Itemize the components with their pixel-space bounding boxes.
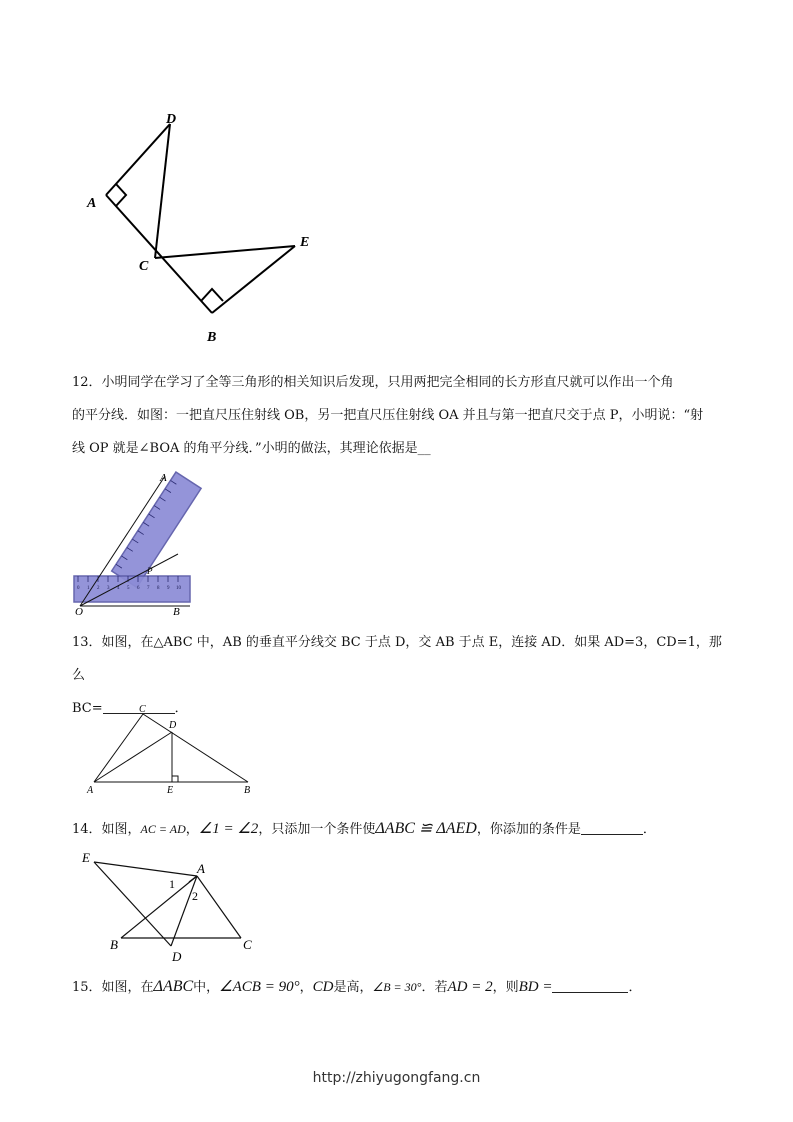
condition-ac-ad: AC = AD bbox=[140, 822, 186, 836]
label-P: P bbox=[147, 566, 153, 576]
question-15-end: ． bbox=[628, 980, 642, 995]
angle-label-2: 2 bbox=[192, 889, 198, 903]
ruler-number: 8 bbox=[157, 586, 160, 591]
text: 中， bbox=[193, 980, 220, 995]
question-14-mid: ，只添加一个条件使 bbox=[258, 822, 376, 837]
figure-q14 bbox=[78, 848, 268, 966]
label-C: C bbox=[139, 704, 146, 715]
label-E: E bbox=[167, 785, 174, 796]
label-C: C bbox=[243, 937, 252, 952]
label-B: B bbox=[110, 937, 118, 952]
footer-url[interactable]: http://zhiyugongfang.cn bbox=[312, 1070, 481, 1086]
triangle-abc: ΔABC bbox=[153, 978, 194, 995]
label-B: B bbox=[244, 785, 251, 796]
question-12 bbox=[72, 366, 724, 465]
label-C: C bbox=[139, 259, 149, 274]
label-E: E bbox=[82, 850, 90, 865]
text: ，则 bbox=[492, 980, 519, 995]
angle-acb: ∠ACB = 90° bbox=[219, 979, 300, 995]
ruler-number: 6 bbox=[137, 586, 140, 591]
question-15-prefix: 15．如图，在 bbox=[72, 980, 154, 995]
question-13-line-1: 13．如图，在△ABC 中，AB 的垂直平分线交 BC 于点 D，交 AB 于点 E，连接 AD．如果 AD=3，CD=1，那么 bbox=[72, 635, 722, 683]
question-12-line-1: 12．小明同学在学习了全等三角形的相关知识后发现，只用两把完全相同的长方形直尺就可以作出一个角 bbox=[72, 375, 674, 390]
angle-b: ∠B = 30° bbox=[372, 980, 422, 994]
ruler-number: 9 bbox=[167, 586, 170, 591]
label-D: D bbox=[166, 112, 177, 127]
question-15-line bbox=[72, 970, 724, 1004]
question-14-prefix: 14．如图， bbox=[72, 822, 141, 837]
question-14 bbox=[72, 812, 724, 846]
congruence-statement: ΔABC ≌ ΔAED bbox=[375, 820, 477, 837]
text: ， bbox=[299, 980, 313, 995]
ruler-number: 10 bbox=[176, 586, 181, 591]
question-12-line-2: 的平分线．如图：一把直尺压住射线 OB，另一把直尺压住射线 OA 并且与第一把直尺交于点 P，小明说：“射 bbox=[72, 408, 704, 423]
question-13-bc-label: BC= bbox=[72, 701, 103, 716]
ruler-number: 0 bbox=[77, 586, 80, 591]
figure-q12 bbox=[70, 470, 210, 618]
label-A: A bbox=[87, 785, 94, 796]
label-B: B bbox=[207, 330, 217, 345]
ruler-number: 1 bbox=[87, 586, 90, 591]
question-13-end: ． bbox=[174, 701, 188, 716]
ruler-number: 3 bbox=[107, 586, 110, 591]
question-15 bbox=[72, 970, 724, 1004]
condition-angles: ∠1 = ∠2 bbox=[198, 821, 259, 837]
label-O: O bbox=[75, 606, 83, 618]
question-14-end: ． bbox=[642, 822, 656, 837]
figure-q11 bbox=[80, 108, 320, 348]
label-A: A bbox=[87, 196, 97, 211]
label-A: A bbox=[197, 861, 205, 876]
question-14-suffix: ，你添加的条件是 bbox=[476, 822, 581, 837]
ruler-number: 7 bbox=[147, 586, 150, 591]
label-D: D bbox=[172, 949, 182, 964]
label-A: A bbox=[160, 472, 167, 484]
text: 是高， bbox=[333, 980, 373, 995]
text: ．若 bbox=[421, 980, 448, 995]
separator: ， bbox=[185, 822, 199, 837]
ruler-number: 2 bbox=[97, 586, 100, 591]
label-E: E bbox=[300, 235, 310, 250]
answer-blank[interactable] bbox=[581, 820, 643, 835]
label-B: B bbox=[173, 606, 180, 618]
question-14-line bbox=[72, 812, 724, 846]
question-12-line-3: 线 OP 就是∠BOA 的角平分线．”小明的做法，其理论依据是__ bbox=[72, 441, 431, 456]
ad-value: AD = 2 bbox=[447, 979, 493, 995]
segment-cd: CD bbox=[312, 979, 334, 995]
ruler-number: 5 bbox=[127, 586, 130, 591]
answer-blank[interactable] bbox=[552, 978, 628, 993]
angle-label-1: 1 bbox=[169, 877, 175, 891]
ruler-number: 4 bbox=[117, 586, 120, 591]
label-D: D bbox=[169, 720, 177, 731]
bd-expression: BD = bbox=[518, 979, 553, 995]
figure-q13 bbox=[80, 700, 265, 800]
